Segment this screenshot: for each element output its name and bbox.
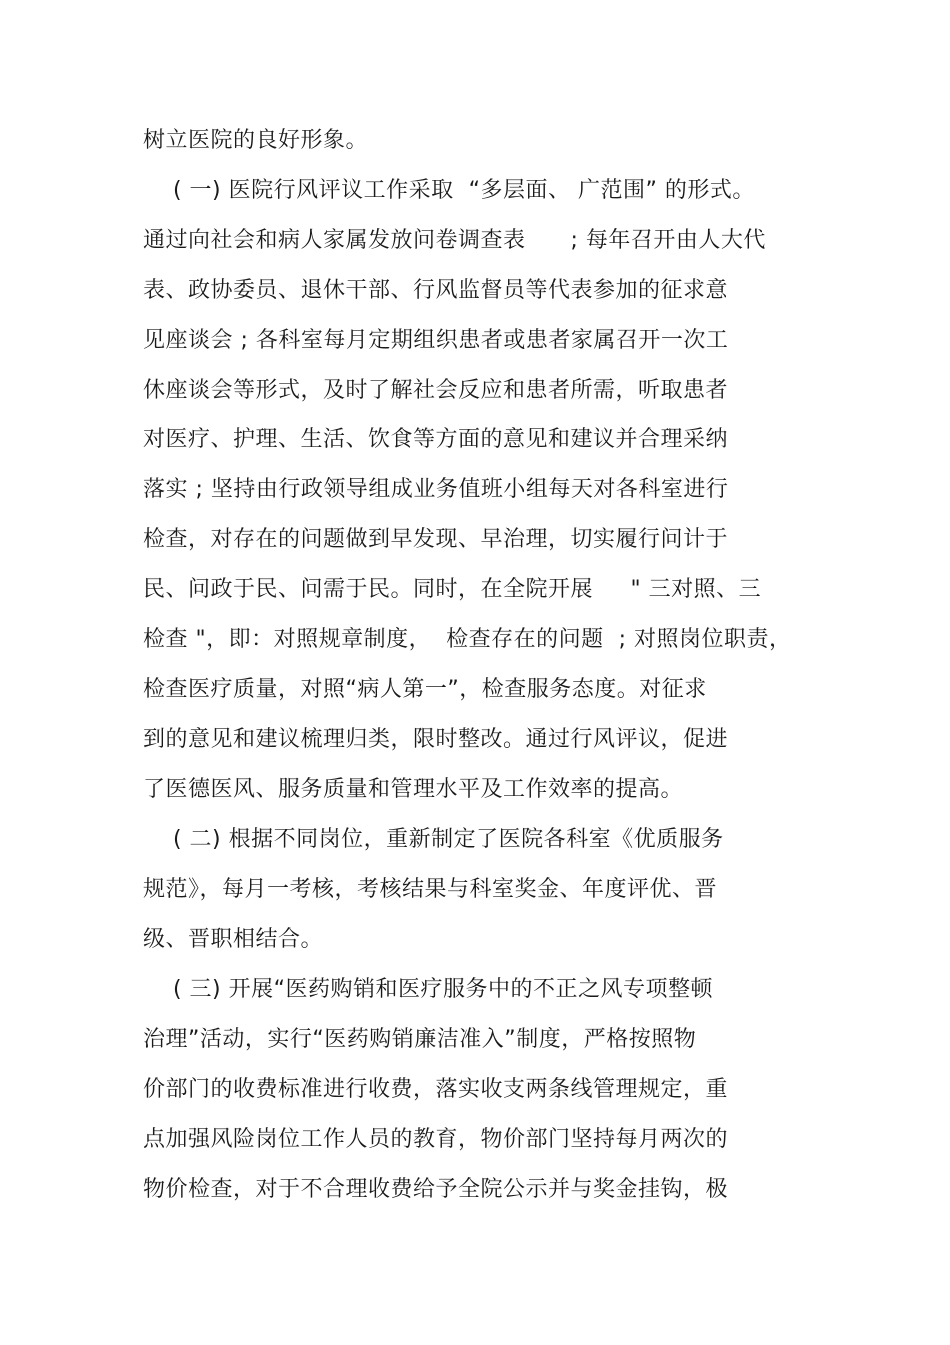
text-line: 点加强风险岗位工作人员的教育，物价部门坚持每月两次的 bbox=[143, 1127, 729, 1152]
text-line: 检查 "，即：对照规章制度， 检查存在的问题 ; 对照岗位职责， bbox=[143, 627, 792, 652]
text-line: 通过向社会和病人家属发放问卷调查表 ; 每年召开由人大代 bbox=[143, 228, 766, 253]
text-line: 对医疗、护理、生活、饮食等方面的意见和建议并合理采纳 bbox=[143, 427, 729, 452]
text-line: 休座谈会等形式，及时了解社会反应和患者所需，听取患者 bbox=[143, 378, 729, 403]
text-line: 物价检查，对于不合理收费给予全院公示并与奖金挂钩，极 bbox=[143, 1177, 729, 1202]
text-line: 价部门的收费标准进行收费，落实收支两条线管理规定，重 bbox=[143, 1077, 729, 1102]
text-line: ( 三) 开展“医药购销和医疗服务中的不正之风专项整顿 bbox=[143, 977, 714, 1002]
text-line: 检查医疗质量，对照“病人第一”，检查服务态度。对征求 bbox=[143, 677, 707, 702]
text-line: 表、政协委员、退休干部、行风监督员等代表参加的征求意 bbox=[143, 278, 729, 303]
text-line: 到的意见和建议梳理归类，限时整改。通过行风评议，促进 bbox=[143, 727, 729, 752]
text-line: 规范》，每月一考核，考核结果与科室奖金、年度评优、晋 bbox=[143, 877, 718, 902]
text-line: 树立医院的良好形象。 bbox=[143, 128, 369, 153]
text-line: 了医德医风、服务质量和管理水平及工作效率的提高。 bbox=[143, 777, 684, 802]
text-line: ( 一) 医院行风评议工作采取 “多层面、 广范围” 的形式。 bbox=[143, 178, 755, 203]
text-line: 落实 ; 坚持由行政领导组成业务值班小组每天对各科室进行 bbox=[143, 477, 729, 502]
text-line: ( 二) 根据不同岗位，重新制定了医院各科室《优质服务 bbox=[143, 827, 724, 852]
text-line: 见座谈会 ; 各科室每月定期组织患者或患者家属召开一次工 bbox=[143, 328, 729, 353]
text-line: 治理”活动，实行“医药购销廉洁准入”制度，严格按照物 bbox=[143, 1027, 697, 1052]
text-line: 级、晋职相结合。 bbox=[143, 927, 324, 952]
text-line: 检查，对存在的问题做到早发现、早治理，切实履行问计于 bbox=[143, 527, 729, 552]
text-line: 民、问政于民、问需于民。同时，在全院开展 " 三对照、三 bbox=[143, 577, 762, 602]
